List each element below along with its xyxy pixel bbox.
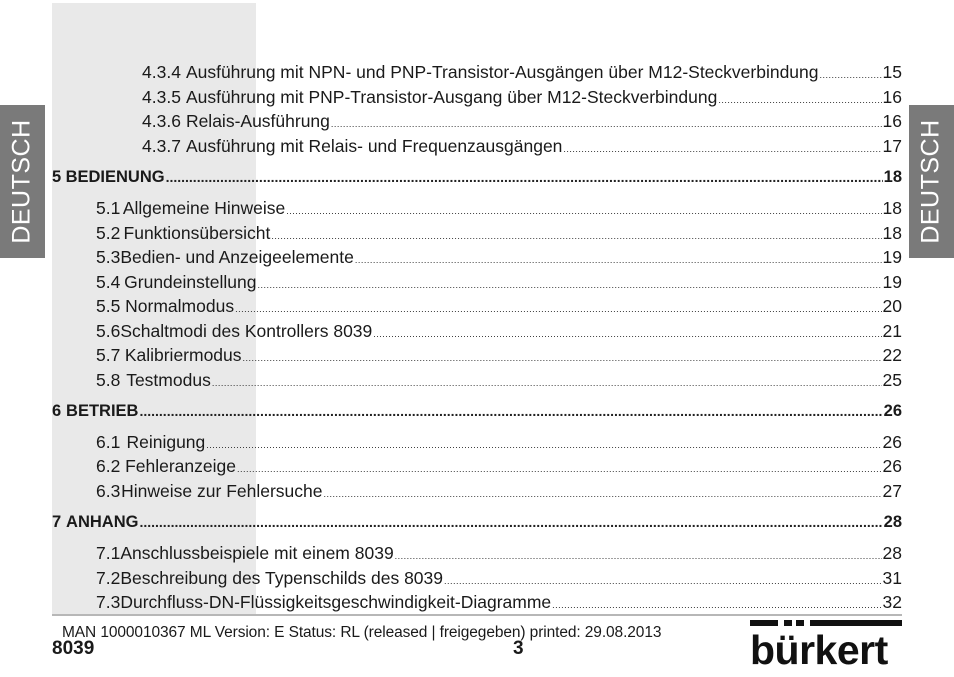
toc-entry-number: 5.8 <box>96 370 121 390</box>
toc-entry[interactable] <box>142 86 902 108</box>
toc-entry[interactable] <box>96 271 902 293</box>
toc-leader-dots <box>718 89 881 111</box>
toc-leader-dots <box>206 434 881 456</box>
toc-entry-page: 18 <box>882 223 902 243</box>
toc-entry-number: 5.5 <box>96 296 121 316</box>
toc-entry[interactable] <box>142 61 902 83</box>
toc-entry-title: Fehleranzeige <box>125 456 236 476</box>
toc-entry[interactable] <box>96 591 902 613</box>
toc-entry[interactable] <box>96 431 902 453</box>
toc-chapter-title: ANHANG <box>66 513 139 531</box>
logo-wordmark: bürkert <box>750 627 888 673</box>
toc-leader-dots <box>139 511 882 533</box>
toc-leader-dots <box>257 274 881 296</box>
toc-leader-dots <box>552 594 881 616</box>
toc-entry-title: Beschreibung des Typenschilds des 8039 <box>120 568 444 588</box>
toc-chapter[interactable] <box>52 400 902 422</box>
logo-bar <box>750 620 778 626</box>
toc-entry-number: 6.1 <box>96 432 121 452</box>
toc-entry[interactable] <box>96 295 902 317</box>
toc-entry-title: Kalibriermodus <box>124 345 242 365</box>
document-meta: MAN 1000010367 ML Version: E Status: RL (released | freigegeben) printed: 29.08.2013 <box>62 624 662 641</box>
toc-leader-dots <box>271 225 881 247</box>
toc-entry-page: 22 <box>882 345 902 365</box>
toc-entry-number: 4.3.7 <box>142 136 181 156</box>
toc-entry[interactable] <box>96 542 902 564</box>
toc-leader-dots <box>324 483 882 505</box>
toc-entry-number: 7.3 <box>96 592 121 612</box>
toc-entry-page: 18 <box>882 198 902 218</box>
toc-entry-number: 5.4 <box>96 272 121 292</box>
toc-entry-number: 4.3.6 <box>142 111 181 131</box>
toc-leader-dots <box>212 372 882 394</box>
toc-entry-number: 5.1 <box>96 198 121 218</box>
toc-entry-number: 7.2 <box>96 568 121 588</box>
toc-entry-page: 27 <box>882 481 902 501</box>
toc-entry[interactable] <box>96 320 902 342</box>
toc-entry[interactable] <box>96 222 902 244</box>
toc-entry-title: Schaltmodi des Kontrollers 8039 <box>120 321 373 341</box>
toc-chapter-number: 6 <box>52 402 62 420</box>
toc-entry-page: 15 <box>882 62 902 82</box>
toc-leader-dots <box>331 113 882 135</box>
toc-chapter[interactable] <box>52 166 902 188</box>
toc-entry-number: 5.2 <box>96 223 121 243</box>
language-tab-right-label: DEUTSCH <box>917 119 945 244</box>
toc-entry-number: 5.6 <box>96 321 121 341</box>
toc-entry-page: 26 <box>882 432 902 452</box>
toc-entry[interactable] <box>96 197 902 219</box>
language-tab-left-label: DEUTSCH <box>8 119 36 244</box>
toc-chapter-title: BEDIENUNG <box>65 168 165 186</box>
toc-entry[interactable] <box>96 369 902 391</box>
toc-leader-dots <box>243 347 882 369</box>
toc-entry-title: Reinigung <box>126 432 206 452</box>
toc-leader-dots <box>139 400 882 422</box>
toc-chapter-title: BETRIEB <box>66 402 139 420</box>
toc-chapter-page: 18 <box>883 168 902 186</box>
toc-leader-dots <box>820 64 882 86</box>
toc-entry-title: Anschlussbeispiele mit einem 8039 <box>120 543 394 563</box>
toc-chapter-page: 28 <box>883 513 902 531</box>
toc-entry-title: Hinweise zur Fehlersuche <box>121 481 323 501</box>
toc-entry-page: 19 <box>882 247 902 267</box>
burkert-logo <box>750 618 902 673</box>
toc-entry-title: Bedien- und Anzeigeelemente <box>120 247 354 267</box>
product-number: 8039 <box>52 638 95 659</box>
toc-entry[interactable] <box>96 480 902 502</box>
toc-entry-page: 26 <box>882 456 902 476</box>
language-tab-right <box>909 105 954 258</box>
toc-entry[interactable] <box>96 246 902 268</box>
toc-leader-dots <box>286 200 881 222</box>
toc-entry-title: Funktionsübersicht <box>123 223 271 243</box>
toc-entry-page: 31 <box>882 568 902 588</box>
toc-entry-page: 16 <box>882 87 902 107</box>
toc-leader-dots <box>166 166 883 188</box>
toc-entry-page: 16 <box>882 111 902 131</box>
page-number: 3 <box>513 638 524 659</box>
toc-entry-title: Testmodus <box>126 370 211 390</box>
toc-entry-number: 4.3.5 <box>142 87 181 107</box>
toc-entry-page: 20 <box>882 296 902 316</box>
toc-chapter-page: 26 <box>883 402 902 420</box>
toc-leader-dots <box>235 298 881 320</box>
toc-entry-page: 32 <box>882 592 902 612</box>
toc-entry-title: Normalmodus <box>125 296 235 316</box>
toc-entry-page: 21 <box>882 321 902 341</box>
toc-leader-dots <box>444 570 882 592</box>
toc-entry-title: Durchfluss-DN-Flüssigkeitsgeschwindigkeit-Diagramme <box>120 592 552 612</box>
toc-chapter[interactable] <box>52 511 902 533</box>
toc-entry-title: Ausführung mit NPN- und PNP-Transistor-Ausgängen über M12-Steckverbindung <box>185 62 819 82</box>
toc-entry-page: 25 <box>882 370 902 390</box>
toc-entry-page: 17 <box>882 136 902 156</box>
toc-entry-title: Relais-Ausführung <box>185 111 330 131</box>
language-tab-left <box>0 105 45 258</box>
toc-entry-number: 5.3 <box>96 247 121 267</box>
logo-bar <box>810 620 902 626</box>
toc-chapter-number: 5 <box>52 168 62 186</box>
toc-entry-title: Ausführung mit PNP-Transistor-Ausgang über M12-Steckverbindung <box>185 87 718 107</box>
toc-entry-number: 7.1 <box>96 543 121 563</box>
toc-entry-title: Allgemeine Hinweise <box>122 198 286 218</box>
footer-divider <box>52 614 902 616</box>
toc-chapter-number: 7 <box>52 513 62 531</box>
toc-entry-number: 6.3 <box>96 481 121 501</box>
toc-entry-title: Ausführung mit Relais- und Frequenzausgängen <box>185 136 563 156</box>
toc-entry-number: 5.7 <box>96 345 121 365</box>
toc-entry[interactable] <box>142 135 902 157</box>
logo-bar <box>784 620 792 626</box>
toc-leader-dots <box>237 458 882 480</box>
toc-leader-dots <box>373 323 881 345</box>
toc-entry[interactable] <box>96 567 902 589</box>
toc-entry[interactable] <box>96 455 902 477</box>
toc-entry-page: 28 <box>882 543 902 563</box>
toc-leader-dots <box>395 545 882 567</box>
toc-entry[interactable] <box>142 110 902 132</box>
toc-leader-dots <box>355 249 882 271</box>
toc-leader-dots <box>563 138 881 160</box>
toc-entry[interactable] <box>96 344 902 366</box>
toc-entry-number: 4.3.4 <box>142 62 181 82</box>
toc-entry-page: 19 <box>882 272 902 292</box>
toc-entry-number: 6.2 <box>96 456 121 476</box>
toc-entry-title: Grundeinstellung <box>124 272 257 292</box>
logo-bar <box>796 620 804 626</box>
